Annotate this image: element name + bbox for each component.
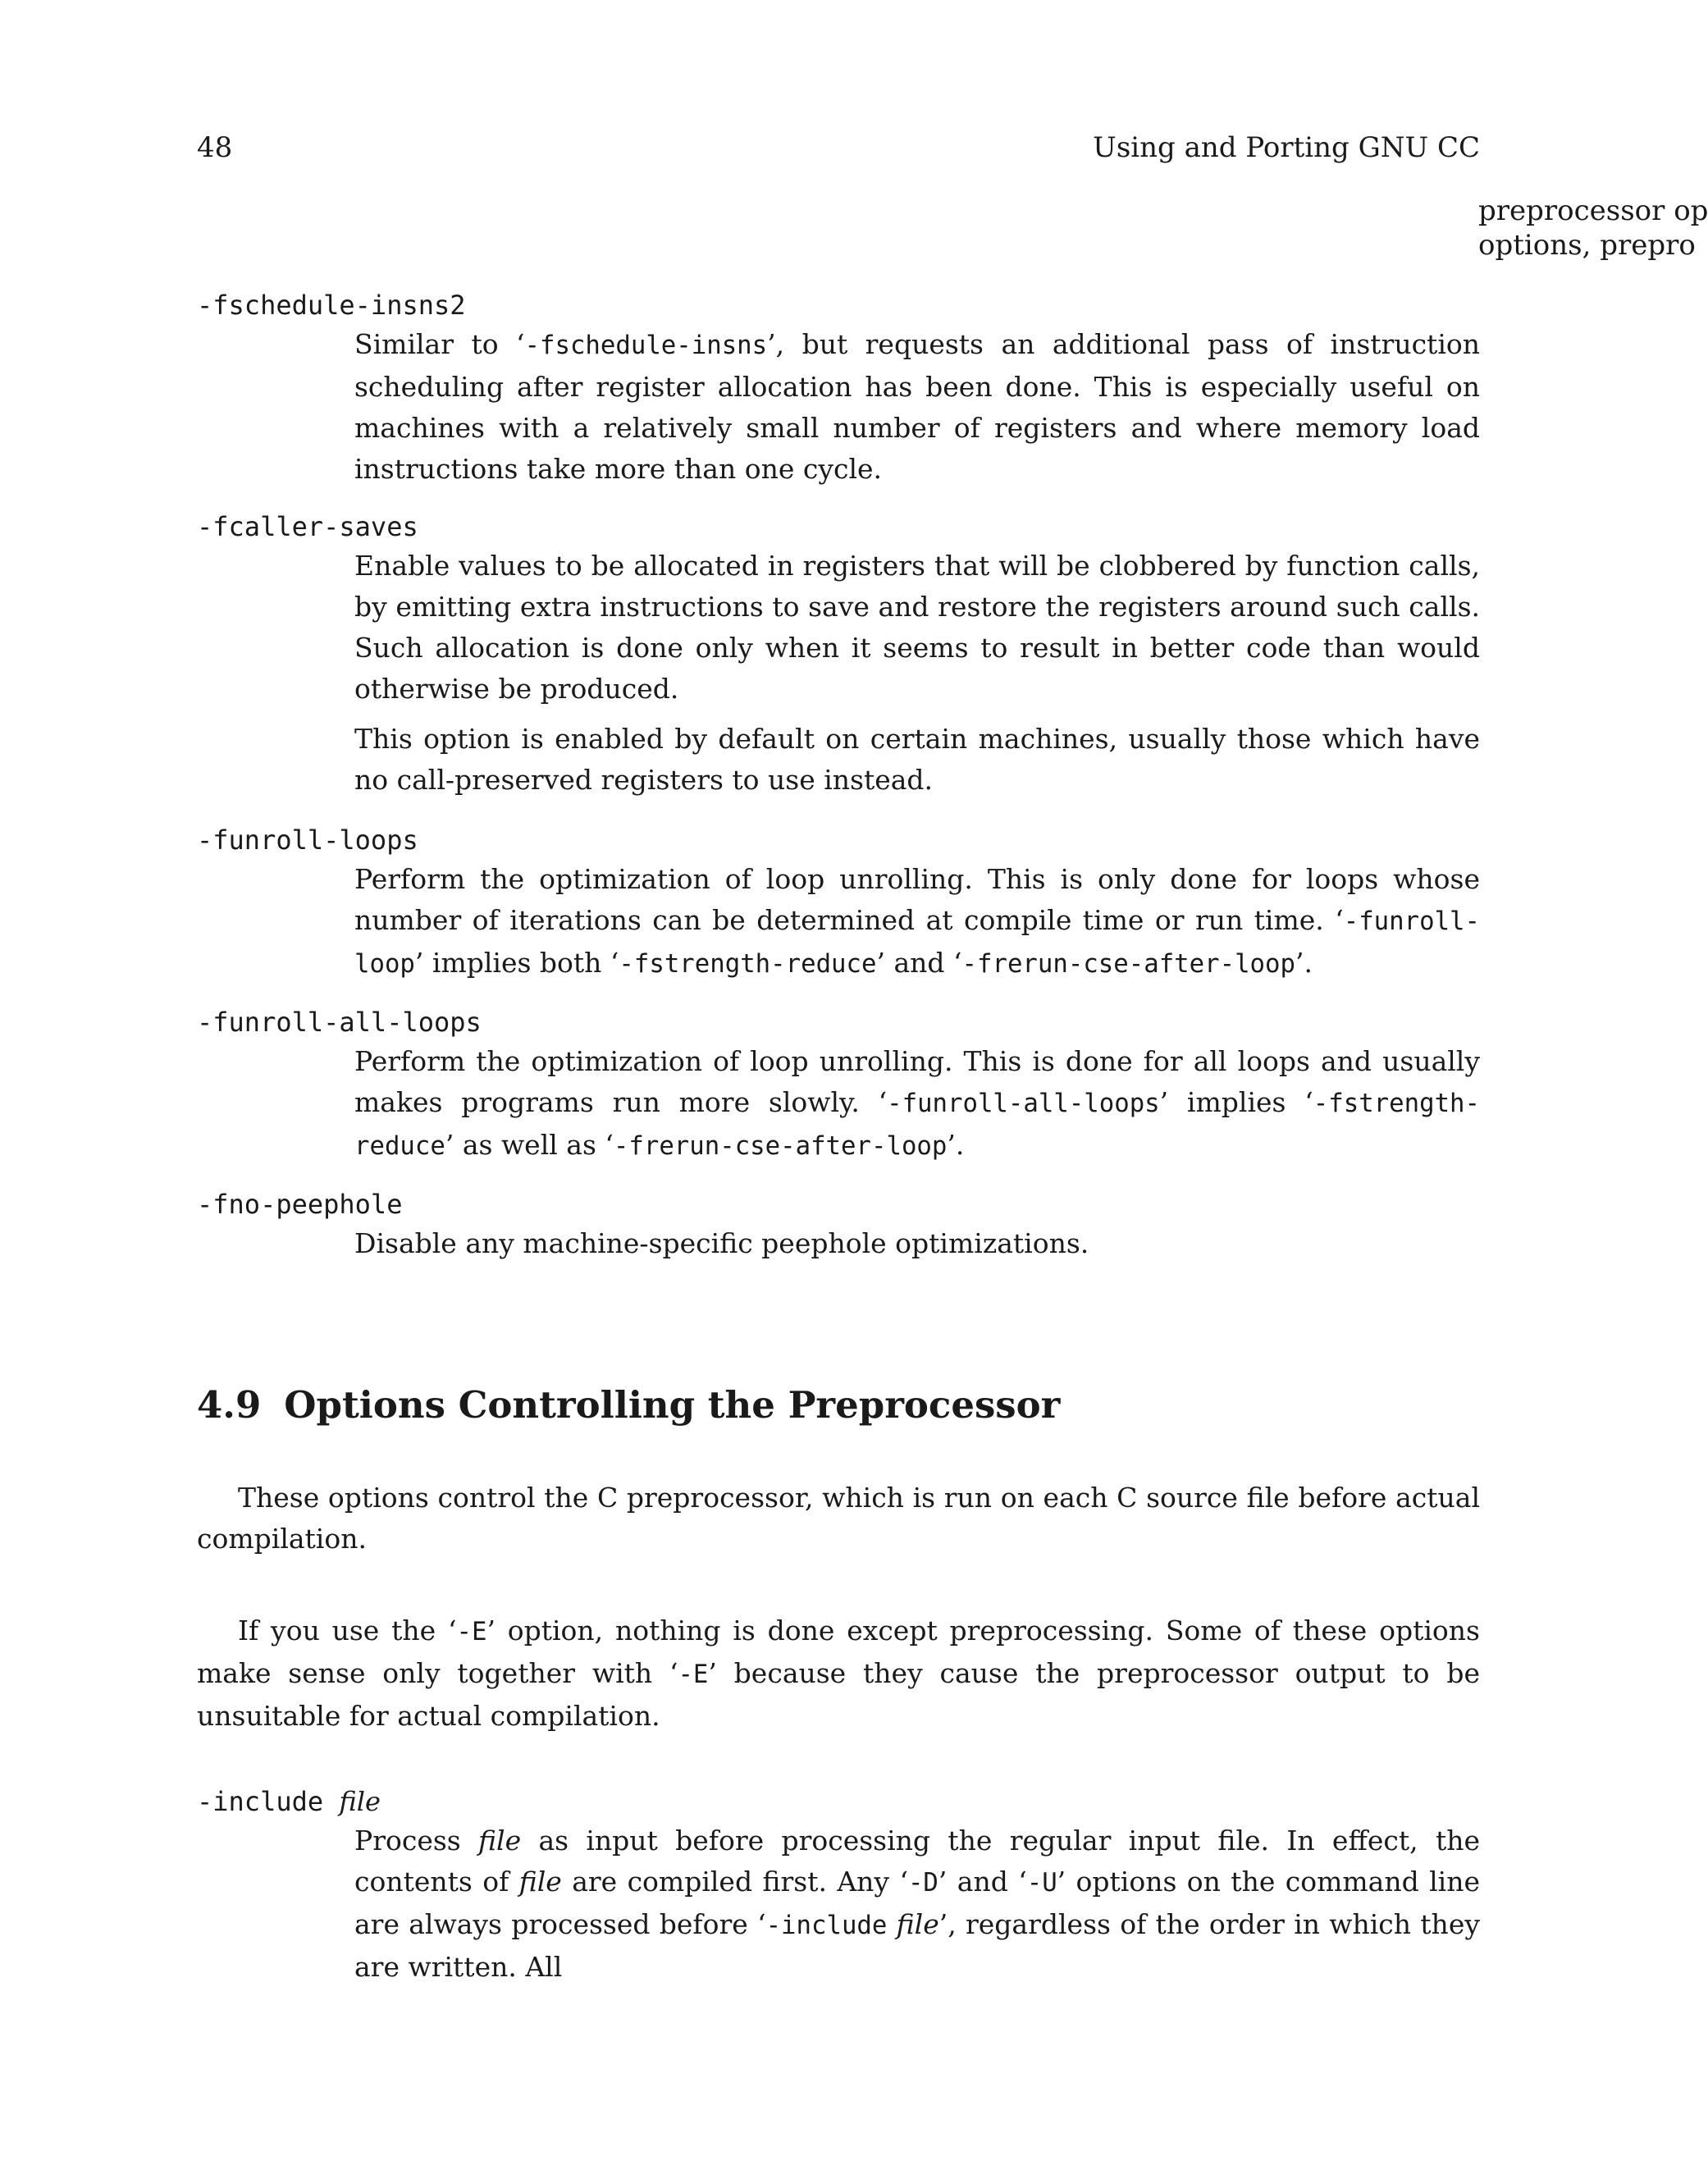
text-run: ’ as well as ‘ xyxy=(445,1129,614,1161)
text-run: ’ and ‘ xyxy=(938,1866,1027,1898)
text-run: ’ and ‘ xyxy=(876,947,962,979)
text-run: Process xyxy=(354,1825,479,1857)
option-term-funroll-all-loops: -funroll-all-loops xyxy=(197,1007,482,1038)
option-description-fno-peephole: Disable any machine-specific peephole optimizations. xyxy=(354,1227,1089,1259)
option-description-funroll-all-loops xyxy=(354,1041,1480,1167)
code-run: -E xyxy=(456,1618,487,1646)
option-term-include xyxy=(197,1785,381,1818)
option-description-include xyxy=(354,1820,1480,1988)
option-term-funroll-loops: -funroll-loops xyxy=(197,824,418,856)
code-run: -fstrength-reduce xyxy=(354,1089,1480,1161)
text-run: are compiled first. Any ‘ xyxy=(561,1866,908,1898)
option-term-fschedule-insns2: -fschedule-insns2 xyxy=(197,290,466,321)
code-run: -funroll-loop xyxy=(354,907,1480,979)
code-run: -frerun-cse-after-loop xyxy=(613,1132,948,1161)
code-run: -funroll-all-loops xyxy=(887,1089,1160,1118)
option-term-fno-peephole: -fno-peephole xyxy=(197,1189,403,1220)
text-run: ’, but requests an additional pass of instruction scheduling after register allocation has been done. This is especially useful on machines with a relatively small number of registers and where memory load instructions take more than one cycle. xyxy=(354,328,1480,485)
text-run: ’, regardless of the order in which they are written. All xyxy=(354,1908,1480,1983)
term-argument: file xyxy=(339,1786,381,1817)
italic-run: file xyxy=(896,1908,939,1940)
text-run: ’ because they cause the preprocessor output to be unsuitable for actual compilation. xyxy=(197,1657,1480,1732)
text-run: ’ options on the command line are always processed before ‘ xyxy=(354,1866,1480,1940)
text-run: ’ option, nothing is done except preprocessing. Some of these options make sense only together with ‘ xyxy=(197,1615,1480,1689)
running-title: Using and Porting GNU CC xyxy=(1093,131,1480,164)
italic-run: file xyxy=(518,1866,562,1898)
section-title: Options Controlling the Preprocessor xyxy=(284,1383,1061,1427)
code-run: -D xyxy=(907,1869,938,1898)
text-run: Similar to ‘ xyxy=(354,328,525,360)
code-run: -fstrength-reduce xyxy=(619,950,877,979)
margin-index-line: options, prepro xyxy=(1478,229,1696,262)
text-run: ’ implies both ‘ xyxy=(414,947,619,979)
option-description-fcaller-saves: Enable values to be allocated in registers that will be clobbered by function calls, by emitting extra instructions to save and restore the registers around such calls. Such allocation is done only when it seems to result in better code than would otherwise be produced. xyxy=(354,550,1480,705)
margin-index-line: preprocessor op xyxy=(1478,194,1708,227)
page-number: 48 xyxy=(197,131,233,164)
italic-run: file xyxy=(478,1825,522,1857)
text-run: Perform the optimization of loop unrolling. This is done for all loops and usually makes programs run more slowly. ‘ xyxy=(354,1045,1480,1118)
code-run: -E xyxy=(678,1660,709,1689)
code-run: -fschedule-insns xyxy=(524,331,768,360)
code-run: -U xyxy=(1026,1869,1057,1898)
section-intro-paragraph: These options control the C preprocessor, which is run on each C source file before actual compilation. xyxy=(197,1482,1480,1555)
section-heading xyxy=(197,1381,1060,1430)
text-run: as input before processing the regular input file. In effect, the contents of xyxy=(354,1825,1481,1898)
term-code: -include xyxy=(197,1786,324,1817)
text-run: ’. xyxy=(1295,947,1313,979)
option-description-fschedule-insns2 xyxy=(354,324,1480,490)
text-run: Perform the optimization of loop unrolling. This is only done for loops whose number of iterations can be determined at compile time or run time. ‘ xyxy=(354,863,1480,936)
option-description-fcaller-saves-note: This option is enabled by default on certain machines, usually those which have no call-preserved registers to use instead. xyxy=(354,723,1480,796)
margin-index-note xyxy=(1478,194,1708,263)
text-run: ’. xyxy=(947,1129,965,1161)
section-number: 4.9 xyxy=(197,1383,262,1427)
section-paragraph-e-option xyxy=(197,1610,1480,1737)
option-term-fcaller-saves: -fcaller-saves xyxy=(197,511,418,542)
code-run: -include xyxy=(765,1911,888,1940)
text-run: ’ implies ‘ xyxy=(1159,1086,1313,1118)
code-run: -frerun-cse-after-loop xyxy=(961,950,1295,979)
option-description-funroll-loops xyxy=(354,859,1480,985)
text-run xyxy=(887,1908,896,1940)
text-run: If you use the ‘ xyxy=(238,1615,457,1646)
